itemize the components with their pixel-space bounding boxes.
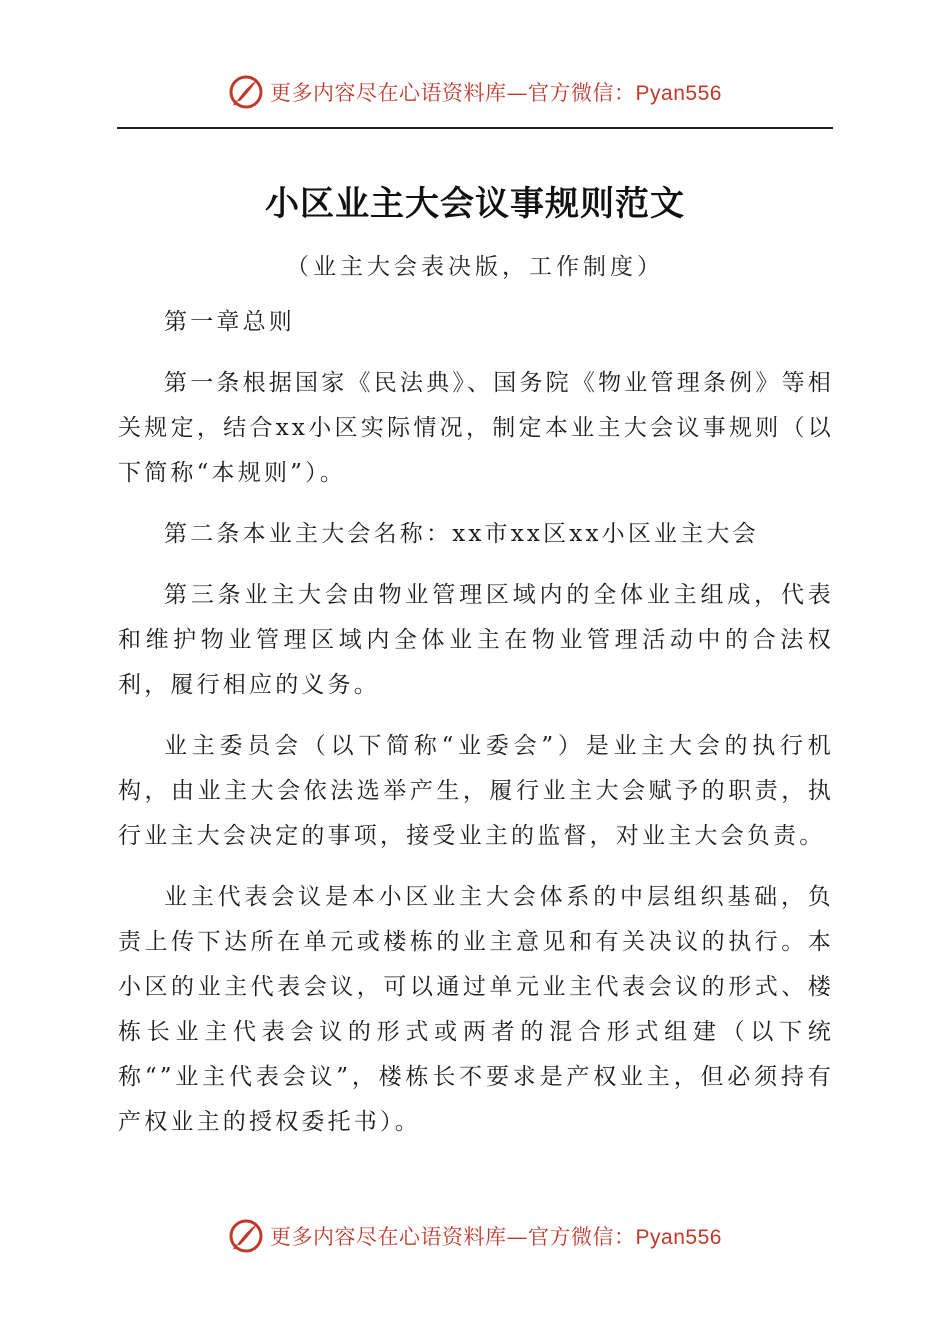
footer-banner-text: 更多内容尽在心语资料库—官方微信：Pyan556 <box>270 1225 722 1249</box>
document-subtitle: （业主大会表决版，工作制度） <box>286 254 664 280</box>
quill-logo-icon <box>228 1218 264 1254</box>
article-2: 第二条本业主大会名称：xx市xx区xx小区业主大会 <box>164 521 759 547</box>
paragraph-representatives: 业主代表会议是本小区业主大会体系的中层组织基础，负责上传下达所在单元或楼栋的业主意见和有关决议的执行。本小区的业主代表会议，可以通过单元业主代表会议的形式、楼栋长业主代表会议的形式或两者的混合形式组建（以下统称“”业主代表会议”，楼栋长不要求是产权业主，但必须持有产权业主的授权委托书）。 <box>118 884 834 1135</box>
footer-banner <box>0 1214 950 1258</box>
document-title: 小区业主大会议事规则范文 <box>265 184 685 224</box>
paragraph-committee: 业主委员会（以下简称“业委会”）是业主大会的执行机构，由业主大会依法选举产生，履行业主大会赋予的职责，执行业主大会决定的事项，接受业主的监督，对业主大会负责。 <box>118 733 834 849</box>
header-divider <box>117 127 833 129</box>
chapter-heading: 第一章总则 <box>164 309 295 335</box>
quill-logo-icon <box>228 74 264 110</box>
header-banner-text: 更多内容尽在心语资料库—官方微信：Pyan556 <box>270 81 722 105</box>
header-banner <box>0 70 950 114</box>
document-body <box>118 300 834 1161</box>
article-1: 第一条根据国家《民法典》、国务院《物业管理条例》等相关规定，结合xx小区实际情况，制定本业主大会议事规则（以下简称“本规则”）。 <box>118 370 834 486</box>
article-3: 第三条业主大会由物业管理区域内的全体业主组成，代表和维护物业管理区域内全体业主在物业管理活动中的合法权利，履行相应的义务。 <box>118 582 834 698</box>
